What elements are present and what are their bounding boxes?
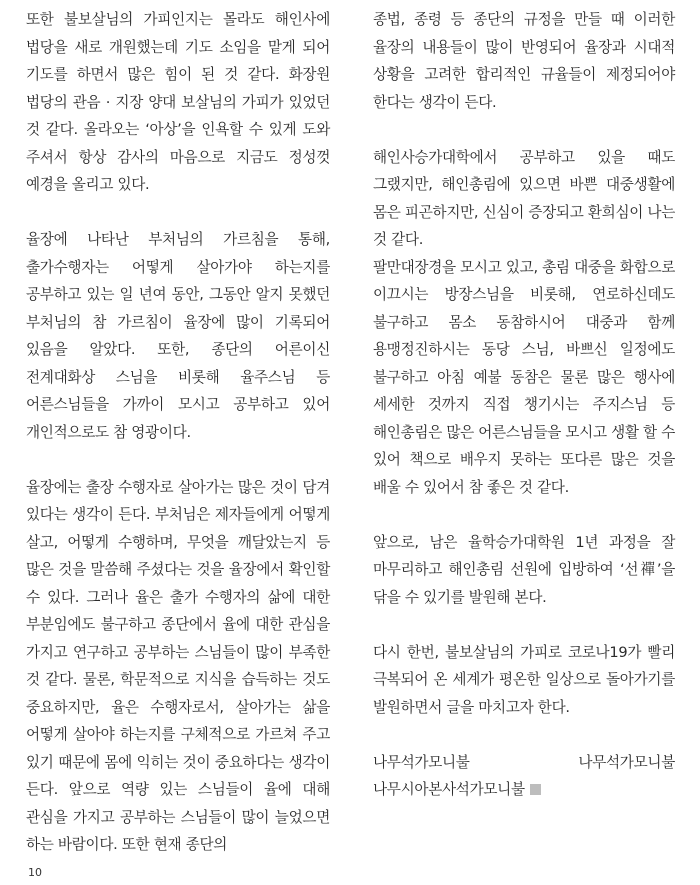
paragraph: 율장에는 출장 수행자로 살아가는 많은 것이 담겨 있다는 생각이 든다. 부처님은 제자들에게 어떻게 살고, 어떻게 수행하며, 무엇을 깨달았는지 등 많은 것을 말씀해 주셨다는 것을 율장에서 확인할 수 있다. 그러나 율은 출가 수행자의 삶에 대한 부분임에도 불구하고 종단에서 율에 대한 관심을 가지고 연구하고 공부하는 스님들이 많이 부족한 것 같다. 물론, 학문적으로 지식을 습득하는 것도 중요하지만, 율은 수행자로서, 살아가는 삶을 어떻게 살아야 하는지를 구체적으로 가르쳐 주고 있기 때문에 몸에 익히는 것이 중요하다는 생각이 든다. 앞으로 역량 있는 스님들이 율에 대해 관심을 가지고 공부하는 스님들이 많이 늘었으면 하는 바람이다. 또한 현재 종단의 <box>26 478 330 853</box>
page-number: 10 <box>28 866 42 879</box>
paragraph: 해인사승가대학에서 공부하고 있을 때도 그랬지만, 해인총림에 있으면 바쁜 대중생활에 몸은 피곤하지만, 신심이 증장되고 환희심이 나는 것 같다. <box>373 148 675 248</box>
end-mark-icon <box>530 784 541 795</box>
paragraph: 종법, 종령 등 종단의 규정을 만들 때 이러한 율장의 내용들이 많이 반영되어 율장과 시대적 상황을 고려한 합리적인 규율들이 제정되어야 한다는 생각이 든다. <box>373 11 675 111</box>
closing-chant-text: 나무석가모니불 나무석가모니불 나무시아본사석가모니불 <box>373 753 675 798</box>
right-text-column <box>373 6 675 804</box>
paragraph: 또한 불보살님의 가피인지는 몰라도 해인사에 법당을 새로 개원했는데 기도 소임을 맡게 되어 기도를 하면서 많은 힘이 된 것 같다. 화장원 법당의 관음 · 지장 양대 보살님의 가피가 있었던 것 같다. 올라오는 ‘아상’을 인욕할 수 있게 도와 주셔서 항상 감사의 마음으로 지금도 정성껏 예경을 올리고 있다. <box>26 11 330 193</box>
left-text-column <box>26 6 330 859</box>
paragraph: 율장에 나타난 부처님의 가르침을 통해, 출가수행자는 어떻게 살아가야 하는지를 공부하고 있는 일 년여 동안, 그동안 알지 못했던 부처님의 참 가르침이 율장에 많이 기록되어 있음을 알았다. 또한, 종단의 어른이신 전계대화상 스님을 비롯해 율주스님 등 어른스님들을 가까이 모시고 공부하고 있어 개인적으로도 참 영광이다. <box>26 231 330 441</box>
paragraph: 팔만대장경을 모시고 있고, 총림 대중을 화합으로 이끄시는 방장스님을 비롯해, 연로하신데도 불구하고 몸소 동참하시어 대중과 함께 용맹정진하시는 동당 스님, 바쁘신 일정에도 불구하고 아침 예불 동참은 물론 많은 행사에 세세한 것까지 직접 챙기시는 주지스님 등 해인총림은 많은 어른스님들을 모시고 생활 할 수 있어 책으로 배우지 못하는 또다른 많은 것을 배울 수 있어서 참 좋은 것 같다. <box>373 258 675 496</box>
closing-chant <box>373 749 675 804</box>
paragraph: 다시 한번, 불보살님의 가피로 코로나19가 빨리 극복되어 온 세계가 평온한 일상으로 돌아가기를 발원하면서 글을 마치고자 한다. <box>373 643 675 716</box>
paragraph: 앞으로, 남은 율학승가대학원 1년 과정을 잘 마무리하고 해인총림 선원에 입방하여 ‘선禪’을 닦을 수 있기를 발원해 본다. <box>373 533 675 606</box>
